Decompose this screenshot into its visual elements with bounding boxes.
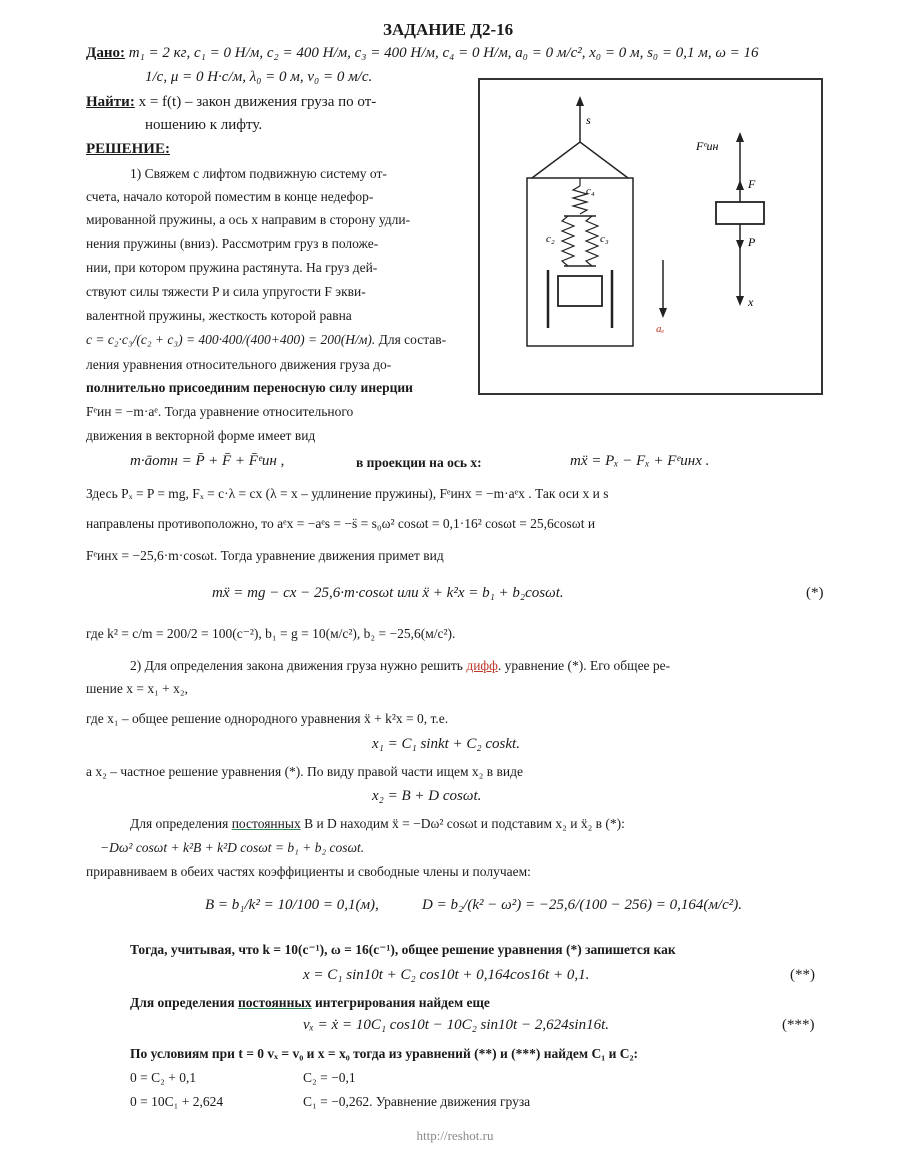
integration-text-a: Для определения: [130, 995, 239, 1010]
para1-line-4: нения пружины (вниз). Рассмотрим груз в положе-: [86, 236, 379, 251]
solution-label: РЕШЕНИЕ:: [86, 141, 170, 157]
x2-description: а x₂ – частное решение уравнения (*). По виду правой части ищем x₂ в виде: [86, 764, 523, 779]
constants-text-b: B и D находим ẍ = −Dω² cosωt и подставим x₂ и ẍ₂ в (*):: [300, 816, 625, 831]
equation-star: mẍ = mg − cx − 25,6·m·cosωt или ẍ + k²x = b₁ + b₂cosωt.: [212, 585, 564, 601]
equation-star-tag: (*): [806, 585, 824, 601]
para3-text-b: . уравнение (*). Его общее ре-: [497, 658, 671, 673]
F-arrow: [736, 180, 744, 190]
label-ae: aₑ: [656, 323, 665, 335]
spring-c2: [562, 216, 574, 266]
vector-equation: m·āотн = P̄ + F̄ + F̄ᵉин ,: [130, 453, 285, 469]
substitution-equation: −Dω² cosωt + k²B + k²D cosωt = b₁ + b₂ cosωt.: [100, 840, 365, 855]
stiffness-formula: [86, 330, 446, 349]
general-equation-tag: (**): [790, 967, 815, 983]
label-F: F: [748, 177, 756, 191]
page-title: ЗАДАНИЕ Д2-16: [383, 20, 514, 39]
label-c3: c₃: [600, 233, 609, 245]
integration-word: постоянных: [238, 995, 312, 1010]
stiffness-tail: Для состав-: [378, 332, 447, 347]
fbd-load-block: [716, 202, 764, 224]
para2-line-1: ления уравнения относительного движения груза до-: [86, 357, 392, 372]
para3-line-1: [130, 656, 670, 675]
velocity-equation-tag: (***): [782, 1017, 815, 1033]
general-line: Тогда, учитывая, что k = 10(с⁻¹), ω = 16(с⁻¹), общее решение уравнения (*) запишется как: [130, 942, 676, 957]
para1-line-2: счета, начало которой поместим в конце недефор-: [86, 189, 374, 204]
cabin-box: [527, 178, 633, 346]
initial-row-2-right: C₁ = −0,262. Уравнение движения груза: [303, 1094, 531, 1109]
cabin-roof: [532, 142, 628, 178]
integration-text-b: интегрирования найдем еще: [311, 995, 490, 1010]
para2-line-3: Fᵉин = −m·aᵉ. Тогда уравнение относительного: [86, 404, 354, 419]
D-equation: D = b₂/(k² − ω²) = −25,6/(100 − 256) = 0,164(м/с²).: [422, 897, 742, 913]
coefficients-line: где k² = c/m = 200/2 = 100(с⁻²), b₁ = g = 10(м/с²), b₂ = −25,6(м/с²).: [86, 626, 456, 641]
load-block: [558, 276, 602, 306]
find-text-1: x = f(t) – закон движения груза по от-: [138, 94, 377, 110]
mechanism-figure: [478, 78, 823, 395]
initial-row-1-right: C₂ = −0,1: [303, 1070, 356, 1085]
stiffness-eq: c = c₂·c₃/(c₂ + c₃) = 400·400/(400+400) = 200(Н/м).: [86, 332, 376, 347]
given-text-1: m₁ = 2 кг, c₁ = 0 Н/м, c₂ = 400 Н/м, c₃ = 400 Н/м, c₄ = 0 Н/м, a₀ = 0 м/с², x₀ = 0 м, s₀ = 0,1 м, ω = 16: [128, 45, 759, 61]
label-c4: c₄: [586, 185, 595, 197]
label-fin: Fᵉин: [696, 139, 719, 153]
find-label: Найти:: [86, 94, 135, 110]
para3-text-a: 2) Для определения закона движения груза нужно решить: [130, 658, 467, 673]
label-c2: c₂: [546, 233, 555, 245]
general-equation: x = C₁ sin10t + C₂ cos10t + 0,164cos16t + 0,1.: [303, 967, 590, 983]
P-arrow: [736, 240, 744, 250]
constants-line: [130, 814, 625, 833]
para1-line-6: ствуют силы тяжести P и сила упругости F экви-: [86, 284, 366, 299]
final-form-line: Fᵉинx = −25,6·m·cosωt. Тогда уравнение движения примет вид: [86, 548, 444, 563]
direction-line: направлены противоположно, то aᵉx = −aᵉs = −s̈ = s₀ω² cosωt = 0,1·16² cosωt = 25,6cosωt и: [86, 516, 596, 531]
fin-arrow: [736, 132, 744, 142]
label-P: P: [748, 235, 756, 249]
spring-c4: [573, 186, 587, 214]
find-line-2: ношению к лифту.: [145, 117, 263, 133]
B-equation: B = b₁/k² = 10/100 = 0,1(м),: [205, 897, 379, 913]
initial-row-2-left: 0 = 10C₁ + 2,624: [130, 1094, 224, 1109]
para3-line-2: шение x = x₁ + x₂,: [86, 681, 188, 696]
initial-conditions-line: По условиям при t = 0 vₓ = v₀ и x = x₀ тогда из уравнений (**) и (***) найдем C₁ и C₂:: [130, 1046, 639, 1061]
projection-equation: mẍ = Pₓ − Fₓ + Fᵉинx .: [570, 453, 710, 469]
diff-word: дифф: [466, 658, 498, 673]
spring-c3: [586, 216, 598, 266]
given-line-2: 1/с, μ = 0 Н·с/м, λ₀ = 0 м, v₀ = 0 м/с.: [145, 69, 373, 85]
here-line: Здесь Pₓ = P = mg, Fₓ = c·λ = cx (λ = x – удлинение пружины), Fᵉинx = −m·aᵉx . Так оси x и s: [86, 486, 609, 501]
para2-line-2: полнительно присоединим переносную силу инерции: [86, 380, 413, 395]
para1-line-7: валентной пружины, жесткость которой равна: [86, 308, 352, 323]
velocity-equation: vₓ = ẋ = 10C₁ cos10t − 10C₂ sin10t − 2,624sin16t.: [303, 1017, 610, 1033]
constants-word: постоянных: [231, 816, 301, 831]
equate-line: приравниваем в обеих частях коэффициенты и свободные члены и получаем:: [86, 864, 531, 879]
given-line-1: [86, 44, 759, 63]
footer-url: http://reshot.ru: [416, 1128, 494, 1143]
para1-line-1: 1) Свяжем с лифтом подвижную систему от-: [130, 166, 387, 181]
x1-equation: x₁ = C₁ sinkt + C₂ coskt.: [372, 736, 520, 752]
x2-equation: x₂ = B + D cosωt.: [372, 788, 482, 804]
constants-text-a: Для определения: [130, 816, 232, 831]
x1-description: где x₁ – общее решение однородного уравнения ẍ + k²x = 0, т.е.: [86, 711, 449, 726]
s-axis-arrow: [576, 96, 584, 106]
para1-line-3: мированной пружины, а ось x направим в сторону удли-: [86, 212, 411, 227]
projection-text: в проекции на ось x:: [356, 455, 482, 470]
integration-line: [130, 993, 490, 1012]
find-line-1: [86, 93, 376, 112]
para2-line-4: движения в векторной форме имеет вид: [86, 428, 316, 443]
initial-row-1-left: 0 = C₂ + 0,1: [130, 1070, 197, 1085]
label-s-axis: s: [586, 113, 591, 127]
label-x-axis: x: [748, 295, 754, 309]
given-label: Дано:: [86, 45, 125, 61]
ae-arrow-head: [659, 308, 667, 318]
x-axis-arrow: [736, 296, 744, 306]
figure-drawing: [480, 80, 821, 393]
para1-line-5: нии, при котором пружина растянута. На груз дей-: [86, 260, 378, 275]
